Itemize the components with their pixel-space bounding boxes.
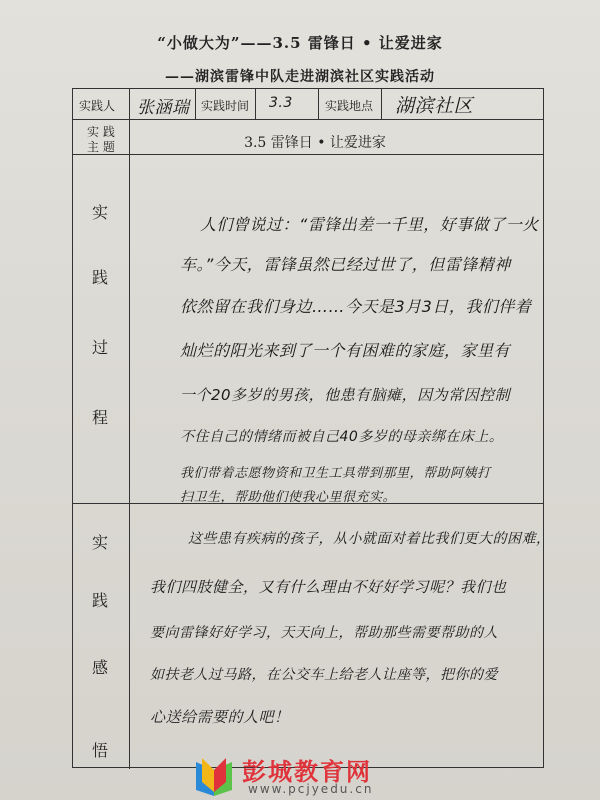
feeling-line: 如扶老人过马路，在公交车上给老人让座等，把你的爱 bbox=[150, 667, 498, 683]
col-divider bbox=[318, 89, 319, 119]
person-label: 实践人 bbox=[79, 99, 116, 113]
feeling-label-char: 感 bbox=[91, 658, 108, 677]
process-label-char: 践 bbox=[91, 268, 108, 287]
person-value: 张涵瑞 bbox=[137, 98, 190, 118]
feeling-line: 我们四肢健全，又有什么理由不好好学习呢？我们也 bbox=[150, 578, 507, 596]
col-divider bbox=[195, 89, 196, 119]
col-divider bbox=[381, 89, 382, 119]
row-divider bbox=[73, 154, 543, 155]
process-line: 不住自己的情绪而被自己40多岁的母亲绑在床上。 bbox=[180, 429, 504, 445]
process-label-char: 程 bbox=[91, 408, 108, 427]
place-label: 实践地点 bbox=[325, 99, 374, 113]
process-line: 人们曾说过：“雷锋出差一千里，好事做了一火 bbox=[200, 215, 539, 234]
feeling-line: 要向雷锋好好学习，天天向上，帮助那些需要帮助的人 bbox=[150, 625, 498, 641]
topic-value: 3.5 雷锋日 • 让爱进家 bbox=[244, 135, 386, 151]
process-line: 依然留在我们身边……今天是3月3日，我们伴着 bbox=[180, 297, 532, 316]
feeling-line: 心送给需要的人吧！ bbox=[150, 708, 290, 726]
feeling-label-char: 实 bbox=[91, 533, 108, 552]
watermark-url: www.pcjyedu.cn bbox=[248, 782, 374, 796]
topic-label-line1: 实 践 bbox=[87, 125, 115, 139]
book-logo-icon bbox=[190, 752, 238, 798]
site-watermark bbox=[190, 752, 450, 798]
time-value: 3.3 bbox=[269, 95, 293, 111]
document-subtitle: ——湖滨雷锋中队走进湖滨社区实践活动 bbox=[165, 69, 435, 85]
watermark-name: 彭城教育网 bbox=[242, 758, 372, 786]
process-line: 灿烂的阳光来到了一个有困难的家庭，家里有 bbox=[180, 341, 511, 360]
col-divider bbox=[129, 154, 130, 769]
place-value: 湖滨社区 bbox=[395, 95, 474, 117]
process-line: 扫卫生，帮助他们使我心里很充实。 bbox=[180, 490, 397, 505]
process-label-char: 过 bbox=[91, 338, 108, 357]
row-divider bbox=[73, 119, 543, 120]
process-line: 我们带着志愿物资和卫生工具带到那里，帮助阿姨打 bbox=[180, 466, 491, 481]
feeling-line: 这些患有疾病的孩子，从小就面对着比我们更大的困难， bbox=[188, 531, 551, 547]
document-title: “小做大为”——3.5 雷锋日 • 让爱进家 bbox=[157, 34, 443, 52]
feeling-label-char: 践 bbox=[91, 591, 108, 610]
feeling-label-char: 悟 bbox=[91, 741, 108, 760]
topic-label-line2: 主 题 bbox=[87, 140, 115, 154]
process-line: 车。”今天，雷锋虽然已经过世了，但雷锋精神 bbox=[180, 255, 511, 274]
process-label-char: 实 bbox=[91, 203, 108, 222]
process-line: 一个20多岁的男孩，他患有脑瘫，因为常因控制 bbox=[180, 386, 511, 404]
time-label: 实践时间 bbox=[201, 99, 250, 113]
col-divider bbox=[255, 89, 256, 119]
